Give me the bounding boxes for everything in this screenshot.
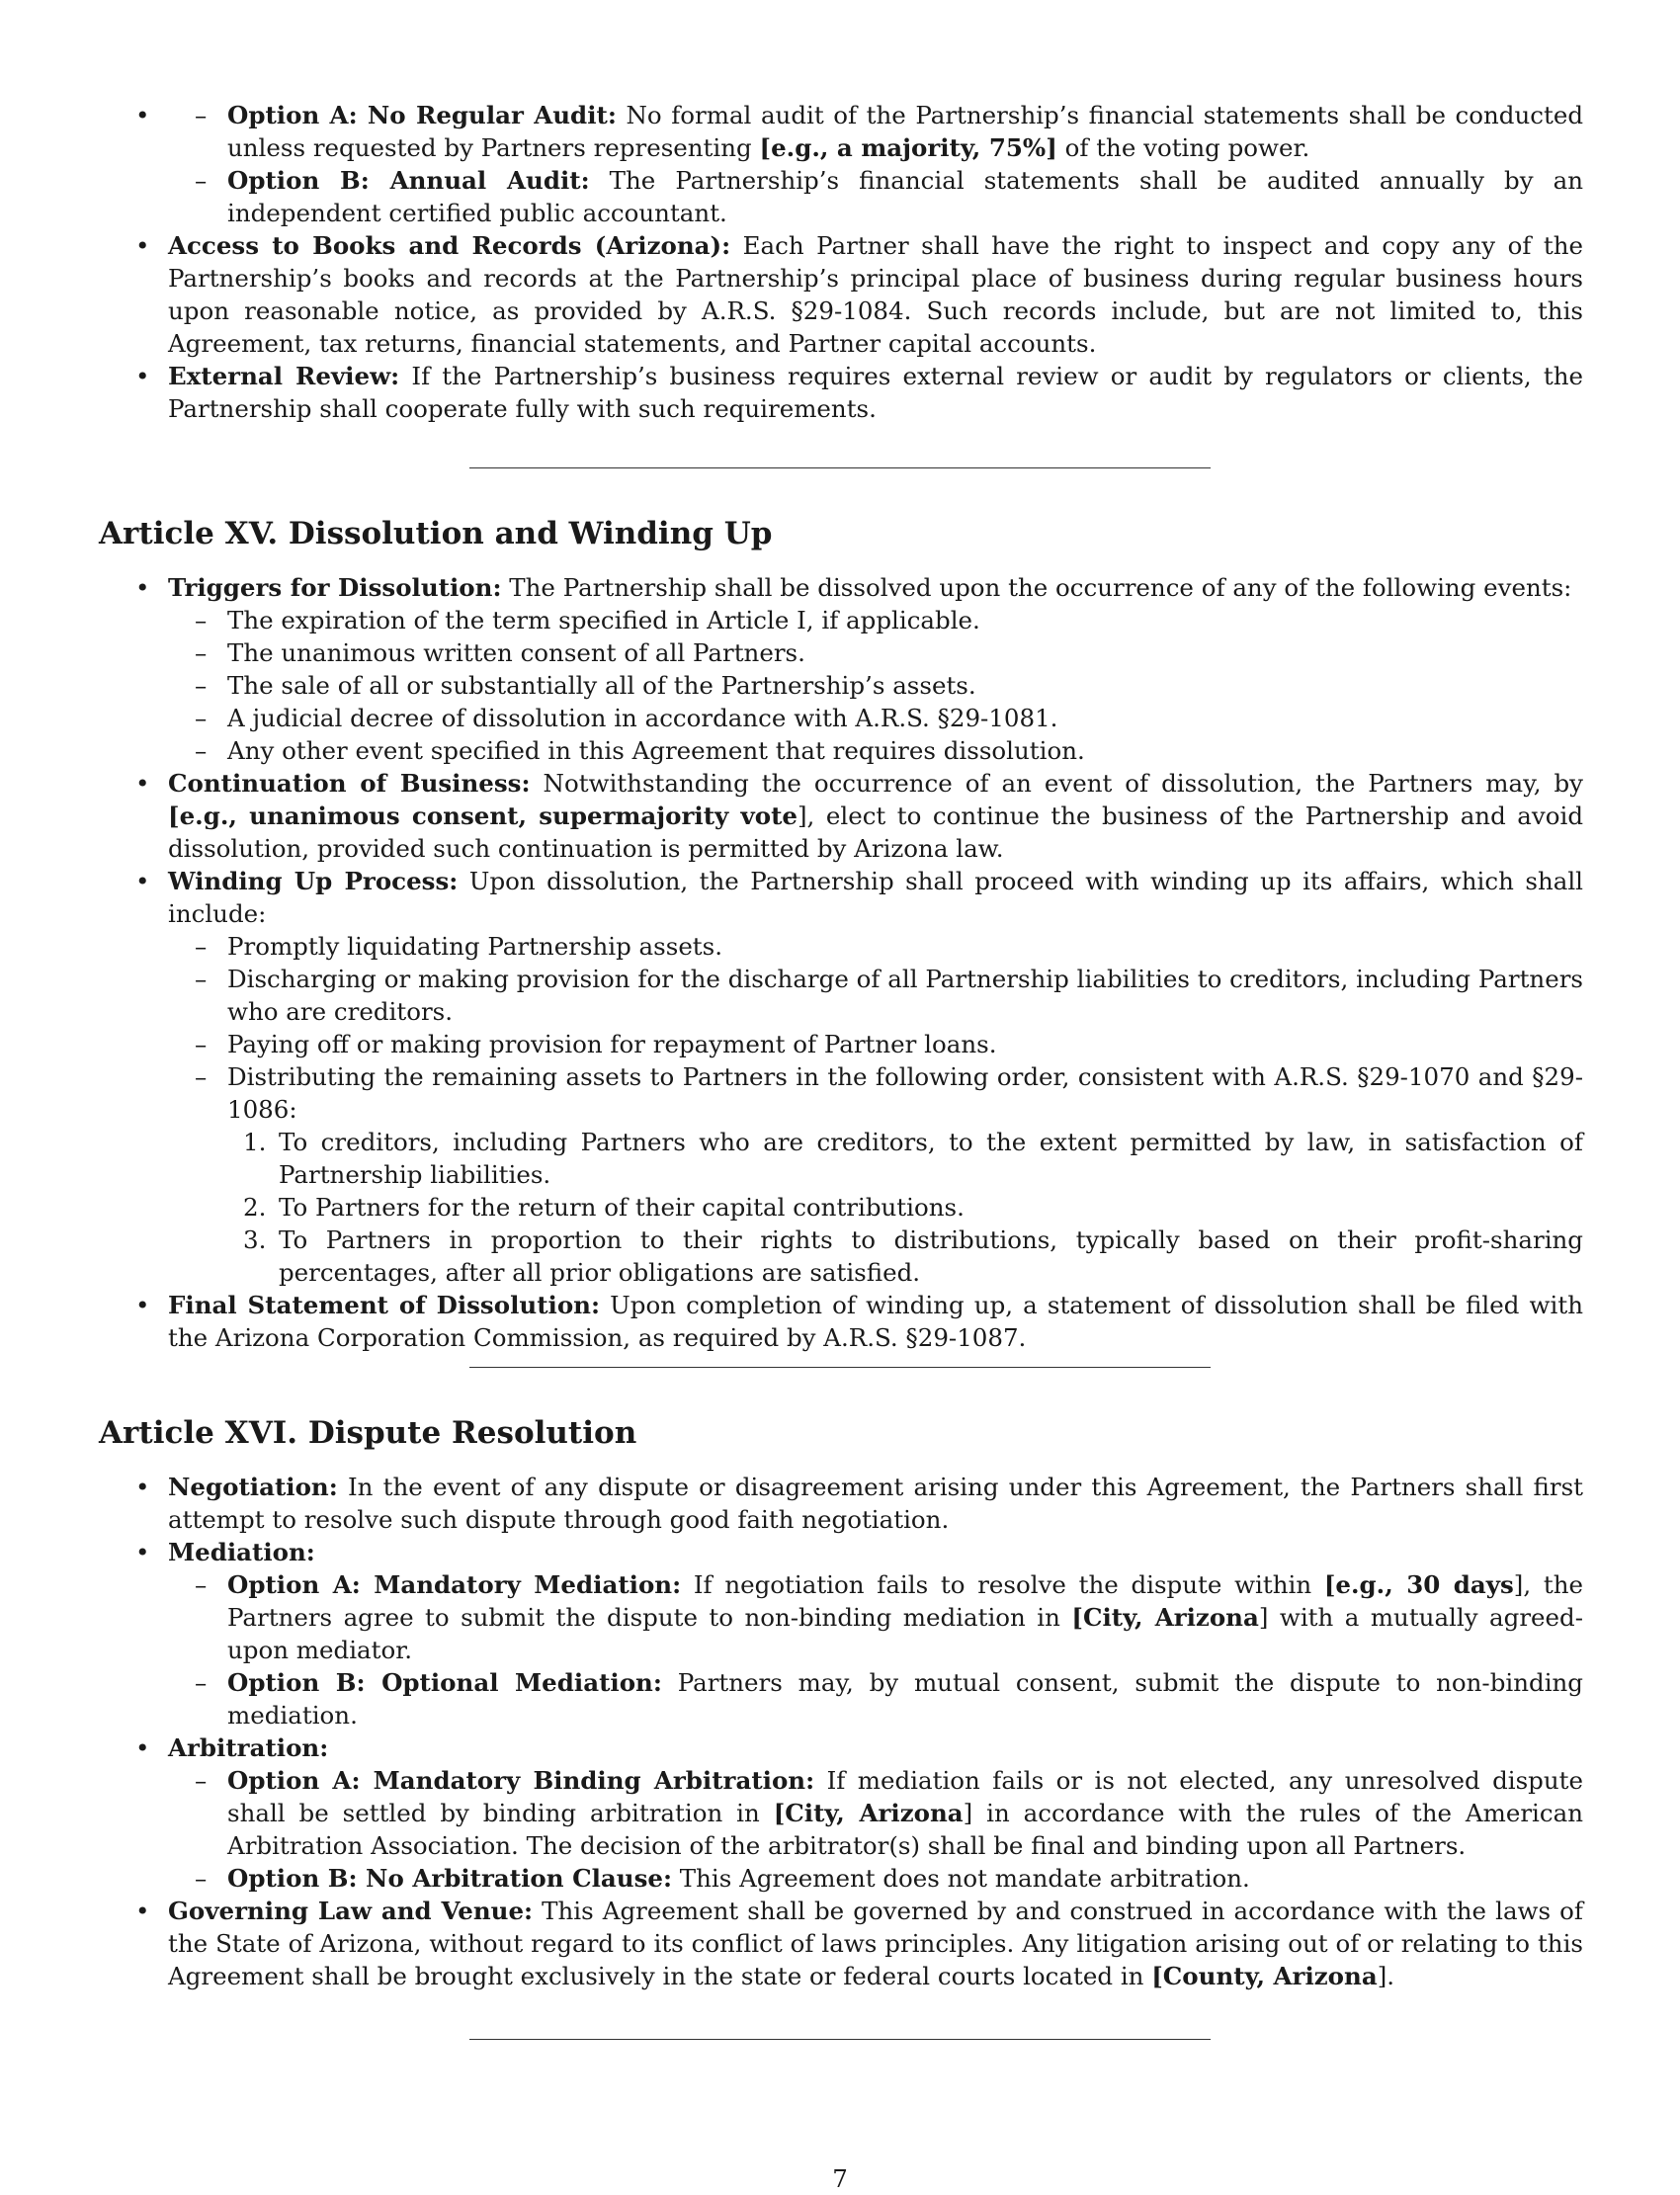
access-books-label: Access to Books and Records (Arizona): bbox=[168, 231, 731, 260]
arbitration-option-a bbox=[168, 1764, 1583, 1862]
trigger-item: – The sale of all or substantially all of the Partnership’s assets. bbox=[168, 669, 1583, 702]
negotiation-item bbox=[99, 1471, 1583, 1536]
audit-option-a-text2: of the voting power. bbox=[1056, 133, 1310, 162]
negotiation-text: In the event of any dispute or disagreement arising under this Agreement, the Partners shall first attempt to resolve such dispute through good faith negotiation. bbox=[168, 1473, 1583, 1534]
article-xvi-list bbox=[99, 1471, 1583, 1992]
continuation-label: Continuation of Business: bbox=[168, 769, 531, 798]
arbitration-option-a-text1: If mediation fails or is not elected, any unresolved dispute shall be settled by binding arbitration in bbox=[227, 1766, 1583, 1827]
audit-section-list bbox=[99, 99, 1583, 425]
audit-options-item bbox=[99, 99, 1583, 229]
winding-up-step: – Paying off or making provision for repayment of Partner loans. bbox=[168, 1028, 1583, 1060]
section-divider bbox=[469, 1367, 1211, 1368]
arbitration-option-b bbox=[168, 1862, 1583, 1895]
mediation-option-b-text: Partners may, by mutual consent, submit the dispute to non-binding mediation. bbox=[227, 1668, 1583, 1730]
article-xvi-heading: Article XVI. Dispute Resolution bbox=[99, 1415, 637, 1451]
external-review-label: External Review: bbox=[168, 362, 400, 390]
governing-law-label: Governing Law and Venue: bbox=[168, 1897, 534, 1925]
mediation-option-b-label: Option B: Optional Mediation: bbox=[227, 1668, 662, 1697]
arbitration-option-a-label: Option A: Mandatory Binding Arbitration: bbox=[227, 1766, 815, 1795]
governing-law-text2: ]. bbox=[1377, 1962, 1395, 1990]
audit-option-a-text1: No formal audit of the Partnership’s financial statements shall be conducted unless requested by Partners representing bbox=[227, 101, 1583, 162]
access-books-item bbox=[99, 229, 1583, 360]
mediation-option-a-text3: ] with a mutually agreed-upon mediator. bbox=[227, 1603, 1583, 1664]
governing-law-text1: This Agreement shall be governed by and construed in accordance with the laws of the State of Arizona, without regard to its conflict of laws principles. Any litigation arising out of or relating to this Agreement shall be brought exclusively in the state or federal courts located in bbox=[168, 1897, 1583, 1990]
continuation-placeholder: [e.g., unanimous consent, supermajority vote bbox=[168, 802, 798, 830]
triggers-text: The Partnership shall be dissolved upon the occurrence of any of the following events: bbox=[501, 573, 1572, 602]
winding-up-step: – Promptly liquidating Partnership assets. bbox=[168, 930, 1583, 963]
governing-law-item bbox=[99, 1895, 1583, 1992]
access-books-text: Each Partner shall have the right to inspect and copy any of the Partnership’s books and records at the Partnership’s principal place of business during regular business hours upon reasonable notice, as provided by A.R.S. §29-1084. Such records include, but are not limited to, this Agreement, tax returns, financial statements, and Partner capital accounts. bbox=[168, 231, 1583, 358]
mediation-days-placeholder: [e.g., 30 days bbox=[1323, 1570, 1514, 1599]
mediation-option-a-label: Option A: Mandatory Mediation: bbox=[227, 1570, 682, 1599]
continuation-item bbox=[99, 767, 1583, 865]
arbitration-option-b-label: Option B: No Arbitration Clause: bbox=[227, 1864, 673, 1893]
audit-option-a-label: Option A: No Regular Audit: bbox=[227, 101, 617, 129]
arbitration-option-b-text: This Agreement does not mandate arbitration. bbox=[672, 1864, 1250, 1893]
article-xv-heading: Article XV. Dissolution and Winding Up bbox=[99, 516, 773, 551]
audit-option-b bbox=[168, 164, 1583, 229]
mediation-city-placeholder: [City, Arizona bbox=[1071, 1603, 1259, 1632]
winding-up-item bbox=[99, 865, 1583, 1289]
trigger-item: – Any other event specified in this Agreement that requires dissolution. bbox=[168, 734, 1583, 767]
audit-option-b-text: The Partnership’s financial statements shall be audited annually by an independent certified public accountant. bbox=[227, 166, 1583, 227]
winding-up-step-distribution bbox=[168, 1060, 1583, 1289]
mediation-option-a-text1: If negotiation fails to resolve the dispute within bbox=[681, 1570, 1324, 1599]
distribution-order-item: To Partners in proportion to their rights to distributions, typically based on their profit-sharing percentages, after all prior obligations are satisfied. bbox=[279, 1225, 1583, 1287]
arbitration-city-placeholder: [City, Arizona bbox=[773, 1799, 964, 1827]
continuation-text1: Notwithstanding the occurrence of an event of dissolution, the Partners may, by bbox=[530, 769, 1583, 798]
trigger-item: – A judicial decree of dissolution in accordance with A.R.S. §29-1081. bbox=[168, 702, 1583, 734]
distribution-order-item: To creditors, including Partners who are creditors, to the extent permitted by law, in satisfaction of Partnership liabilities. bbox=[279, 1128, 1583, 1189]
trigger-item: – The unanimous written consent of all Partners. bbox=[168, 636, 1583, 669]
distribution-intro: Distributing the remaining assets to Partners in the following order, consistent with A.R.S. §29-1070 and §29-1086: bbox=[227, 1062, 1583, 1124]
triggers-item bbox=[99, 571, 1583, 767]
distribution-order-item: To Partners for the return of their capital contributions. bbox=[279, 1193, 965, 1222]
winding-up-step: – Discharging or making provision for the discharge of all Partnership liabilities to creditors, including Partners who are creditors. bbox=[168, 963, 1583, 1028]
final-statement-item bbox=[99, 1289, 1583, 1354]
winding-up-text: Upon dissolution, the Partnership shall proceed with winding up its affairs, which shall include: bbox=[168, 867, 1583, 928]
section-divider bbox=[469, 2039, 1211, 2040]
page-number: 7 bbox=[832, 2164, 848, 2193]
triggers-label: Triggers for Dissolution: bbox=[168, 573, 502, 602]
audit-option-a-placeholder: [e.g., a majority, 75%] bbox=[759, 133, 1057, 162]
audit-option-a bbox=[168, 99, 1583, 164]
section-divider bbox=[469, 467, 1211, 468]
mediation-option-a bbox=[168, 1568, 1583, 1666]
continuation-text2: ], elect to continue the business of the Partnership and avoid dissolution, provided such continuation is permitted by Arizona law. bbox=[168, 802, 1583, 863]
county-placeholder: [County, Arizona bbox=[1151, 1962, 1378, 1990]
trigger-item: – The expiration of the term specified in Article I, if applicable. bbox=[168, 604, 1583, 636]
arbitration-option-a-text2: ] in accordance with the rules of the American Arbitration Association. The decision of the arbitrator(s) shall be final and binding upon all Partners. bbox=[227, 1799, 1583, 1860]
external-review-item bbox=[99, 360, 1583, 425]
negotiation-label: Negotiation: bbox=[168, 1473, 338, 1501]
final-statement-text: Upon completion of winding up, a statement of dissolution shall be filed with the Arizona Corporation Commission, as required by A.R.S. §29-1087. bbox=[168, 1291, 1583, 1352]
mediation-item bbox=[99, 1536, 1583, 1731]
mediation-option-b bbox=[168, 1666, 1583, 1731]
final-statement-label: Final Statement of Dissolution: bbox=[168, 1291, 601, 1319]
arbitration-label: Arbitration: bbox=[168, 1733, 329, 1762]
arbitration-item bbox=[99, 1731, 1583, 1895]
mediation-label: Mediation: bbox=[168, 1538, 315, 1566]
winding-up-label: Winding Up Process: bbox=[168, 867, 459, 895]
mediation-option-a-text2: ], the Partners agree to submit the dispute to non-binding mediation in bbox=[227, 1570, 1583, 1632]
article-xv-list bbox=[99, 571, 1583, 1354]
audit-option-b-label: Option B: Annual Audit: bbox=[227, 166, 590, 195]
external-review-text: If the Partnership’s business requires external review or audit by regulators or clients, the Partnership shall cooperate fully with such requirements. bbox=[168, 362, 1583, 423]
